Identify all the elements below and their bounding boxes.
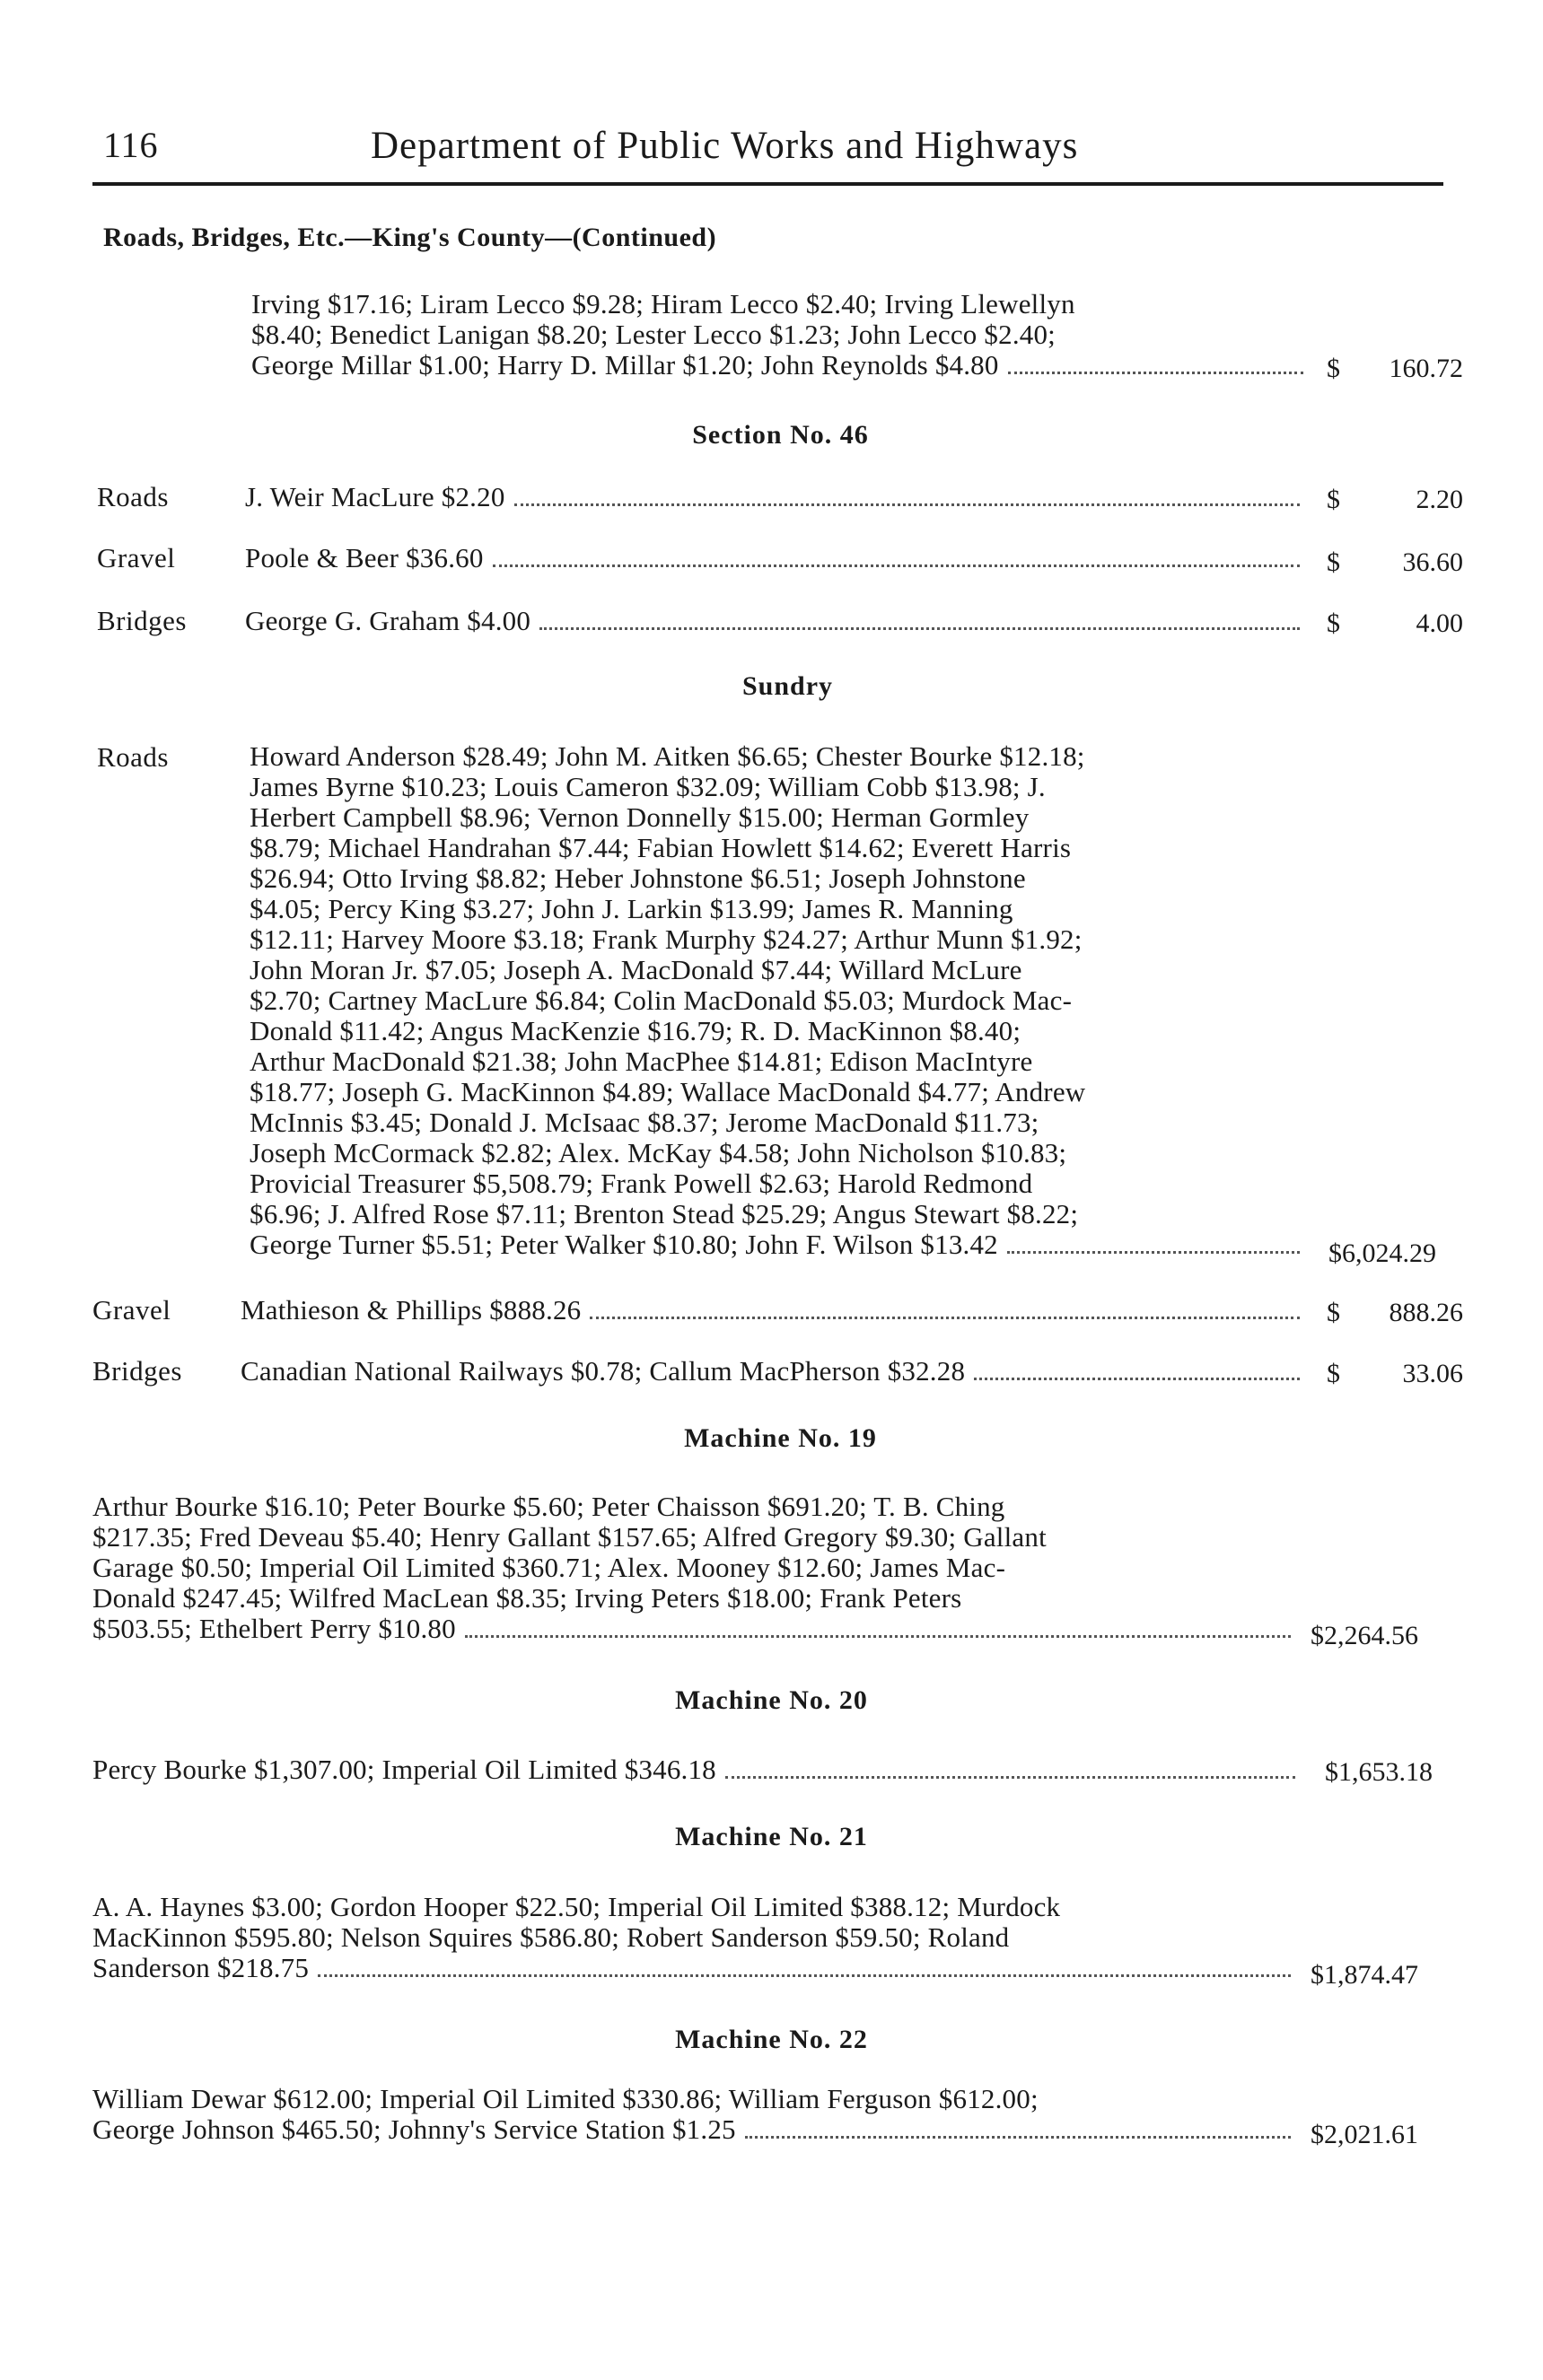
row-text: Mathieson & Phillips $888.26	[241, 1294, 582, 1326]
continued-title: Roads, Bridges, Etc.—King's County—(Continued)	[103, 223, 717, 252]
row-label: Roads	[97, 741, 169, 773]
dot-leader	[1007, 1251, 1300, 1254]
row-text: George G. Graham $4.00	[245, 605, 531, 636]
sundry-gravel-row	[241, 1294, 1307, 1326]
entry-line: $217.35; Fred Deveau $5.40; Henry Gallant $157.65; Alfred Gregory $9.30; Gallant	[92, 1521, 1047, 1553]
entry-line: William Dewar $612.00; Imperial Oil Limited $330.86; William Ferguson $612.00;	[92, 2083, 1039, 2114]
machine20-entries	[92, 1754, 1302, 1786]
entry-line: Donald $11.42; Angus MacKenzie $16.79; R. D. MacKinnon $8.40;	[250, 1015, 1021, 1046]
section-heading: Section No. 46	[692, 420, 869, 450]
row-amount	[1327, 608, 1463, 639]
machine19-total	[1311, 1621, 1418, 1651]
dollar-sign: $	[1327, 1359, 1340, 1388]
entry-line: $8.40; Benedict Lanigan $8.20; Lester Lecco $1.23; John Lecco $2.40;	[251, 319, 1056, 350]
entry-line: Joseph McCormack $2.82; Alex. McKay $4.58; John Nicholson $10.83;	[250, 1137, 1067, 1168]
dot-leader	[514, 503, 1300, 506]
amount-value: $2,021.61	[1311, 2120, 1418, 2149]
entry-line: MacKinnon $595.80; Nelson Squires $586.80; Robert Sanderson $59.50; Roland	[92, 1921, 1010, 1953]
machine22-entries	[92, 2084, 1298, 2146]
machine21-entries	[92, 1892, 1298, 1984]
dollar-sign: $	[1327, 547, 1340, 577]
entry-line: McInnis $3.45; Donald J. McIsaac $8.37; Jerome MacDonald $11.73;	[250, 1107, 1039, 1138]
row-amount	[1327, 485, 1463, 515]
amount-value: $6,024.29	[1328, 1238, 1436, 1268]
amount-value: 888.26	[1389, 1298, 1463, 1327]
amount-value: 2.20	[1416, 485, 1463, 514]
entry-line: $503.55; Ethelbert Perry $10.80	[92, 1613, 456, 1644]
amount-value: $1,874.47	[1311, 1960, 1418, 1990]
row-label: Bridges	[97, 605, 187, 636]
entry-line: $26.94; Otto Irving $8.82; Heber Johnstone $6.51; Joseph Johnstone	[250, 862, 1026, 894]
row-label: Roads	[97, 481, 169, 512]
machine21-total	[1311, 1960, 1418, 1991]
entry-line: John Moran Jr. $7.05; Joseph A. MacDonald $7.44; Willard McLure	[250, 954, 1022, 985]
dollar-sign: $	[1327, 485, 1340, 514]
amount-value: $1,653.18	[1325, 1757, 1433, 1787]
machine19-entries	[92, 1492, 1298, 1645]
entry-line: Garage $0.50; Imperial Oil Limited $360.71; Alex. Mooney $12.60; James Mac-	[92, 1552, 1006, 1583]
section46-row-gravel	[245, 542, 1307, 574]
row-label: Bridges	[92, 1355, 182, 1387]
row-label: Gravel	[97, 542, 176, 573]
entry-line: $18.77; Joseph G. MacKinnon $4.89; Wallace MacDonald $4.77; Andrew	[250, 1076, 1086, 1107]
running-head: Department of Public Works and Highways	[371, 125, 1079, 167]
king-county-entries	[251, 289, 1311, 381]
dot-leader	[745, 2136, 1291, 2139]
row-amount	[1327, 1298, 1463, 1328]
machine22-total	[1311, 2120, 1418, 2150]
row-text: J. Weir MacLure $2.20	[245, 481, 505, 512]
entry-line: A. A. Haynes $3.00; Gordon Hooper $22.50; Imperial Oil Limited $388.12; Murdock	[92, 1891, 1061, 1922]
entry-line: Sanderson $218.75	[92, 1952, 310, 1983]
dot-leader	[590, 1317, 1300, 1319]
page-header	[92, 124, 1443, 178]
entry-line: Donald $247.45; Wilfred MacLean $8.35; Irving Peters $18.00; Frank Peters	[92, 1582, 962, 1614]
row-amount	[1327, 547, 1463, 578]
section46-row-roads	[245, 481, 1307, 513]
sundry-roads-total	[1328, 1238, 1436, 1269]
entry-line: $4.05; Percy King $3.27; John J. Larkin $13.99; James R. Manning	[250, 893, 1013, 924]
amount-value: 36.60	[1402, 547, 1463, 577]
dot-leader	[725, 1776, 1295, 1779]
amount-value: $2,264.56	[1311, 1621, 1418, 1650]
entry-line: Irving $17.16; Liram Lecco $9.28; Hiram Lecco $2.40; Irving Llewellyn	[251, 288, 1075, 319]
section-heading: Sundry	[741, 671, 834, 701]
entry-line: George Johnson $465.50; Johnny's Service Station $1.25	[92, 2113, 736, 2145]
row-amount	[1327, 1359, 1463, 1389]
entry-line: $2.70; Cartney MacLure $6.84; Colin MacDonald $5.03; Murdock Mac-	[250, 984, 1073, 1016]
row-text: Canadian National Railways $0.78; Callum MacPherson $32.28	[241, 1355, 966, 1387]
entry-line: Howard Anderson $28.49; John M. Aitken $6.65; Chester Bourke $12.18;	[250, 740, 1085, 772]
entry-line: George Turner $5.51; Peter Walker $10.80; John F. Wilson $13.42	[250, 1229, 998, 1260]
row-label: Gravel	[92, 1294, 171, 1326]
entry-line: Arthur Bourke $16.10; Peter Bourke $5.60; Peter Chaisson $691.20; T. B. Ching	[92, 1491, 1005, 1522]
section-heading: Machine No. 22	[675, 2025, 868, 2054]
dollar-sign: $	[1327, 608, 1340, 638]
dot-leader	[974, 1378, 1300, 1380]
row-text: Poole & Beer $36.60	[245, 542, 484, 573]
dot-leader	[318, 1974, 1291, 1977]
entry-line: $8.79; Michael Handrahan $7.44; Fabian Howlett $14.62; Everett Harris	[250, 832, 1072, 863]
dollar-sign: $	[1327, 354, 1340, 383]
dot-leader	[465, 1635, 1291, 1638]
entry-line: Arthur MacDonald $21.38; John MacPhee $14.81; Edison MacIntyre	[250, 1046, 1033, 1077]
entry-line: $6.96; J. Alfred Rose $7.11; Brenton Stead $25.29; Angus Stewart $8.22;	[250, 1198, 1079, 1229]
amount-value: 33.06	[1402, 1359, 1463, 1388]
sundry-roads-entries	[250, 741, 1307, 1261]
dot-leader	[539, 627, 1300, 630]
sundry-bridges-row	[241, 1355, 1307, 1387]
amount-value: 160.72	[1389, 354, 1463, 383]
section-heading: Machine No. 21	[675, 1822, 868, 1851]
entry-line: Provicial Treasurer $5,508.79; Frank Powell $2.63; Harold Redmond	[250, 1168, 1033, 1199]
entry-line: Percy Bourke $1,307.00; Imperial Oil Limited $346.18	[92, 1754, 716, 1785]
entry-line: Herbert Campbell $8.96; Vernon Donnelly $15.00; Herman Gormley	[250, 801, 1030, 833]
machine20-total	[1325, 1757, 1433, 1788]
king-county-total	[1327, 354, 1463, 384]
header-rule	[92, 182, 1443, 186]
entry-line: $12.11; Harvey Moore $3.18; Frank Murphy $24.27; Arthur Munn $1.92;	[250, 923, 1083, 955]
amount-value: 4.00	[1416, 608, 1463, 638]
section-heading: Machine No. 20	[675, 1685, 868, 1715]
section-heading: Machine No. 19	[684, 1423, 877, 1453]
dollar-sign: $	[1327, 1298, 1340, 1327]
dot-leader	[493, 564, 1300, 567]
entry-line: James Byrne $10.23; Louis Cameron $32.09; William Cobb $13.98; J.	[250, 771, 1046, 802]
entry-line: George Millar $1.00; Harry D. Millar $1.20; John Reynolds $4.80	[251, 349, 999, 381]
dot-leader	[1008, 372, 1303, 374]
section46-row-bridges	[245, 605, 1307, 637]
page-number: 116	[103, 125, 159, 165]
